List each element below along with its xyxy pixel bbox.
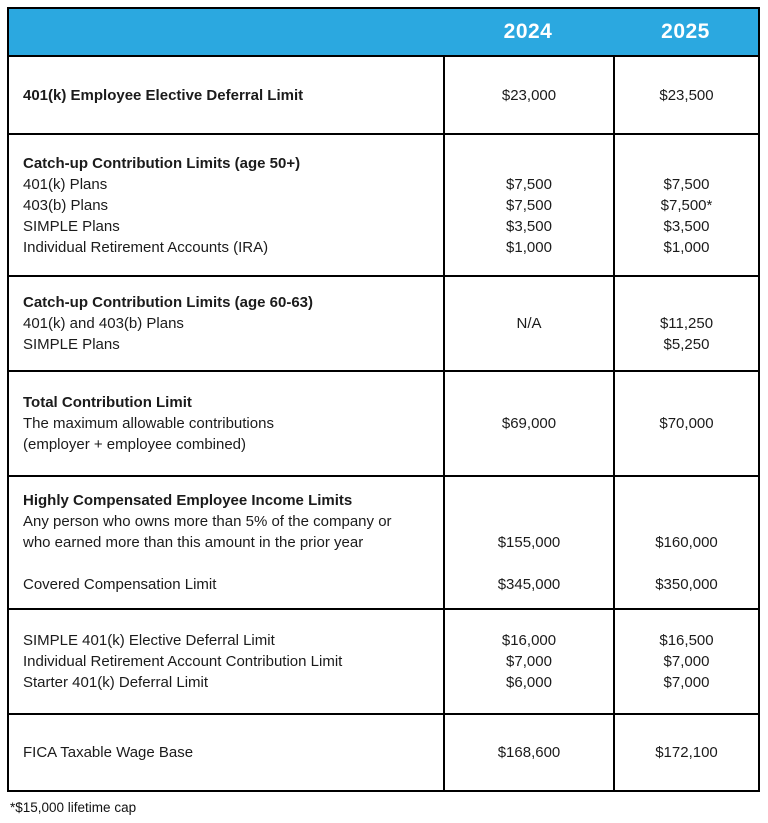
value-2024: $345,000	[497, 576, 561, 593]
table-row-total-contribution-limit	[9, 370, 758, 475]
value-spacer	[615, 292, 758, 313]
value-2025-cell	[613, 372, 758, 475]
value-2025: $11,250	[659, 315, 714, 332]
value-2025: $70,000	[659, 415, 714, 432]
value-spacer	[615, 553, 758, 574]
row-label-cell	[9, 715, 443, 790]
value-2025-cell	[613, 715, 758, 790]
value-spacer	[615, 511, 758, 532]
value-spacer	[445, 553, 613, 574]
column-header-2025: 2025	[661, 20, 710, 43]
value-spacer	[445, 292, 613, 313]
table-row-catchup-age-60-63	[9, 275, 758, 370]
value-2024: $3,500	[506, 217, 552, 235]
value-2025: $3,500	[663, 217, 710, 235]
table-row-catchup-age-50	[9, 133, 758, 275]
table-row-simple-ira-starter-limits	[9, 608, 758, 713]
value-2024-cell	[443, 277, 613, 370]
value-2024-cell	[443, 57, 613, 133]
retirement-limits-table	[7, 7, 760, 792]
value-2025-cell	[613, 277, 758, 370]
row-group-title: Highly Compensated Employee Income Limits	[23, 492, 353, 509]
value-2024: $23,000	[501, 86, 557, 104]
value-2024: $69,000	[501, 415, 557, 432]
row-spacer-line	[23, 553, 433, 574]
row-description-line: The maximum allowable contributions	[23, 415, 274, 432]
value-2024-cell	[443, 372, 613, 475]
item-label: 401(k) and 403(b) Plans	[23, 315, 184, 332]
value-2024: $6,000	[506, 674, 552, 691]
row-label-cell	[9, 135, 443, 275]
value-2024: $7,500	[506, 196, 552, 214]
value-2025: $23,500	[659, 86, 714, 104]
value-2025-cell	[613, 610, 758, 713]
item-label: Individual Retirement Account Contribution Limit	[23, 653, 343, 670]
value-2024: $155,000	[497, 534, 561, 551]
row-label-cell	[9, 477, 443, 608]
item-label: SIMPLE Plans	[23, 336, 120, 353]
item-label: 403(b) Plans	[23, 196, 109, 214]
value-2025: $160,000	[655, 534, 718, 551]
item-label: Individual Retirement Accounts (IRA)	[23, 238, 269, 256]
row-label: 401(k) Employee Elective Deferral Limit	[23, 86, 304, 104]
value-spacer	[445, 153, 613, 174]
value-2025: $7,000	[663, 674, 710, 691]
item-label: SIMPLE Plans	[23, 217, 120, 235]
item-label: Starter 401(k) Deferral Limit	[23, 674, 209, 691]
row-label-cell	[9, 372, 443, 475]
table-header-row	[9, 9, 758, 55]
item-label: SIMPLE 401(k) Elective Deferral Limit	[23, 632, 275, 649]
value-2024: $7,000	[506, 653, 552, 670]
value-2024: $168,600	[497, 744, 561, 761]
value-2025: $7,500	[663, 175, 710, 193]
table-row-hce-income-limits	[9, 475, 758, 608]
row-label-cell	[9, 277, 443, 370]
row-label: FICA Taxable Wage Base	[23, 744, 194, 761]
value-2024: $1,000	[506, 238, 552, 256]
value-2025: $172,100	[655, 744, 718, 761]
row-description-line: (employer + employee combined)	[23, 436, 247, 453]
table-row-fica-wage-base	[9, 713, 758, 790]
item-label: 401(k) Plans	[23, 175, 108, 193]
row-group-title: Catch-up Contribution Limits (age 60-63)	[23, 294, 314, 311]
row-label-cell	[9, 57, 443, 133]
value-2025: $5,250	[663, 336, 710, 353]
value-2025: $7,500*	[660, 196, 713, 214]
value-2025: $16,500	[659, 632, 714, 649]
value-2025-cell	[613, 477, 758, 608]
value-2025: $350,000	[655, 576, 718, 593]
value-2025: $1,000	[663, 238, 710, 256]
value-spacer	[445, 490, 613, 511]
value-2025: $7,000	[663, 653, 710, 670]
row-group-title: Total Contribution Limit	[23, 394, 192, 411]
lifetime-cap-footnote: *$15,000 lifetime cap	[10, 800, 137, 815]
row-description-line: Any person who owns more than 5% of the company or	[23, 513, 392, 530]
value-2024-cell	[443, 715, 613, 790]
item-label: Covered Compensation Limit	[23, 576, 217, 593]
value-2024	[445, 334, 613, 355]
column-header-2024: 2024	[503, 20, 553, 43]
value-spacer	[615, 490, 758, 511]
value-spacer	[445, 511, 613, 532]
value-2024-cell	[443, 477, 613, 608]
value-2025-cell	[613, 57, 758, 133]
value-spacer	[615, 153, 758, 174]
value-2024-cell	[443, 610, 613, 713]
value-2024: $7,500	[506, 175, 552, 193]
row-group-title: Catch-up Contribution Limits (age 50+)	[23, 154, 301, 172]
value-2024: N/A	[516, 315, 542, 332]
value-2025-cell	[613, 135, 758, 275]
row-description-line: who earned more than this amount in the prior year	[23, 534, 364, 551]
table-row-401k-deferral-limit	[9, 55, 758, 133]
value-2024: $16,000	[501, 632, 557, 649]
row-label-cell	[9, 610, 443, 713]
value-2024-cell	[443, 135, 613, 275]
